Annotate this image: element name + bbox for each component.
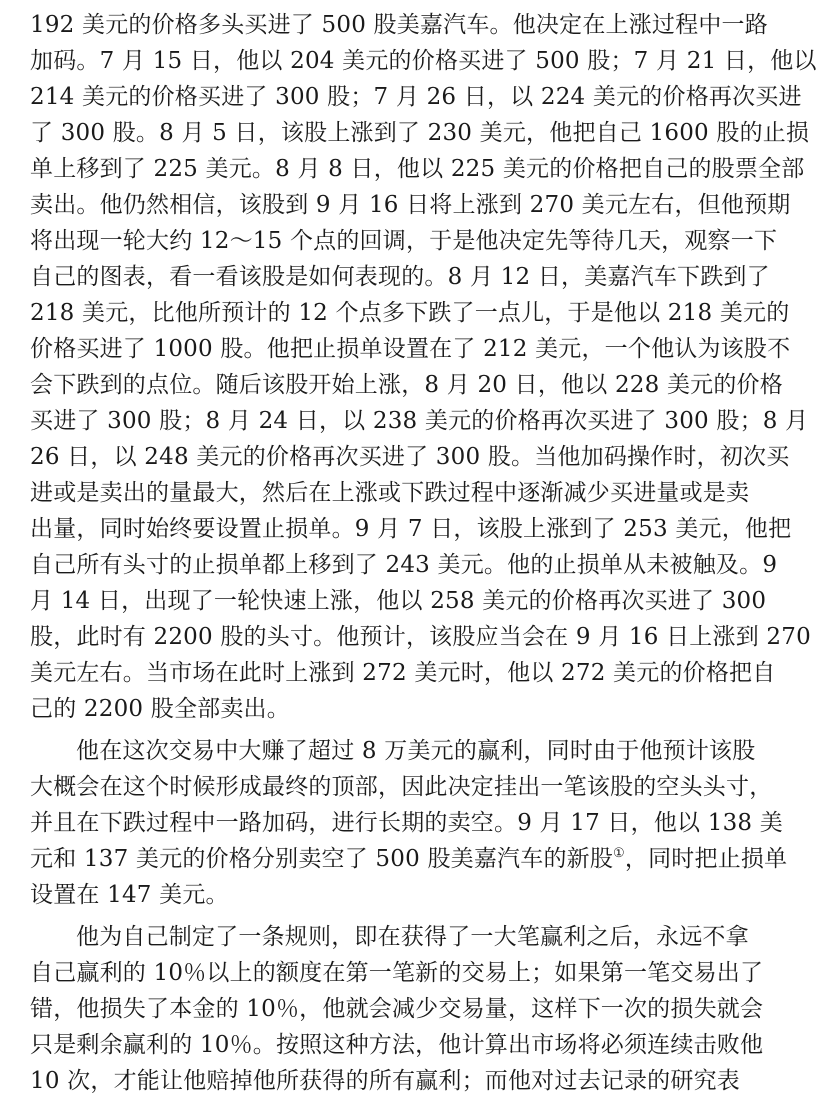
text-line: 他在这次交易中大赚了超过 8 万美元的赢利，同时由于他预计该股 xyxy=(76,738,756,764)
text-line: 218 美元，比他所预计的 12 个点多下跌了一点儿，于是他以 218 美元的 xyxy=(30,300,790,326)
text-line: 单上移到了 225 美元。8 月 8 日，他以 225 美元的价格把自己的股票全部 xyxy=(30,156,805,182)
text-line: 自己的图表，看一看该股是如何表现的。8 月 12 日，美嘉汽车下跌到了 xyxy=(30,264,770,290)
text-segment: 元和 137 美元的价格分别卖空了 500 股美嘉汽车的新股 xyxy=(30,846,614,872)
text-line: 错，他损失了本金的 10％，他就会减少交易量，这样下一次的损失就会 xyxy=(30,996,764,1022)
text-line: 进或是卖出的量最大，然后在上涨或下跌过程中逐渐减少买进量或是卖 xyxy=(30,480,750,506)
text-line-with-footnote xyxy=(30,844,787,874)
text-line: 10 次，才能让他赔掉他所获得的所有赢利；而他对过去记录的研究表 xyxy=(30,1068,740,1094)
text-line: 大概会在这个时候形成最终的顶部，因此决定挂出一笔该股的空头头寸， xyxy=(30,774,773,800)
text-line: 加码。7 月 15 日，他以 204 美元的价格买进了 500 股；7 月 21 日，他以 xyxy=(30,48,817,74)
text-line: 设置在 147 美元。 xyxy=(30,882,229,908)
text-line: 只是剩余赢利的 10％。按照这种方法，他计算出市场将必须连续击败他 xyxy=(30,1032,764,1058)
text-line: 了 300 股。8 月 5 日，该股上涨到了 230 美元，他把自己 1600 股的止损 xyxy=(30,120,810,146)
text-line: 价格买进了 1000 股。他把止损单设置在了 212 美元，一个他认为该股不 xyxy=(30,336,791,362)
text-line: 26 日，以 248 美元的价格再次买进了 300 股。当他加码操作时，初次买 xyxy=(30,444,790,470)
text-line: 并且在下跌过程中一路加码，进行长期的卖空。9 月 17 日，他以 138 美 xyxy=(30,810,783,836)
text-segment: ，同时把止损单 xyxy=(624,846,788,872)
text-line: 会下跌到的点位。随后该股开始上涨，8 月 20 日，他以 228 美元的价格 xyxy=(30,372,783,398)
text-line: 将出现一轮大约 12～15 个点的回调，于是他决定先等待几天，观察一下 xyxy=(30,228,778,254)
text-line: 214 美元的价格买进了 300 股；7 月 26 日，以 224 美元的价格再次买进 xyxy=(30,84,802,110)
text-line: 月 14 日，出现了一轮快速上涨，他以 258 美元的价格再次买进了 300 xyxy=(30,588,767,614)
text-line: 自己所有头寸的止损单都上移到了 243 美元。他的止损单从未被触及。9 xyxy=(30,552,778,578)
text-line: 卖出。他仍然相信，该股到 9 月 16 日将上涨到 270 美元左右，但他预期 xyxy=(30,192,791,218)
text-line: 股，此时有 2200 股的头寸。他预计，该股应当会在 9 月 16 日上涨到 270 xyxy=(30,624,811,650)
text-line: 他为自己制定了一条规则，即在获得了一大笔赢利之后，永远不拿 xyxy=(76,924,749,950)
text-line: 己的 2200 股全部卖出。 xyxy=(30,696,290,722)
text-line: 192 美元的价格多头买进了 500 股美嘉汽车。他决定在上涨过程中一路 xyxy=(30,12,768,38)
footnote-marker[interactable]: ① xyxy=(613,846,625,861)
text-line: 买进了 300 股；8 月 24 日，以 238 美元的价格再次买进了 300 股；8 月 xyxy=(30,408,809,434)
text-line: 出量，同时始终要设置止损单。9 月 7 日，该股上涨到了 253 美元，他把 xyxy=(30,516,792,542)
text-line: 美元左右。当市场在此时上涨到 272 美元时，他以 272 美元的价格把自 xyxy=(30,660,776,686)
text-line: 自己赢利的 10％以上的额度在第一笔新的交易上；如果第一笔交易出了 xyxy=(30,960,764,986)
